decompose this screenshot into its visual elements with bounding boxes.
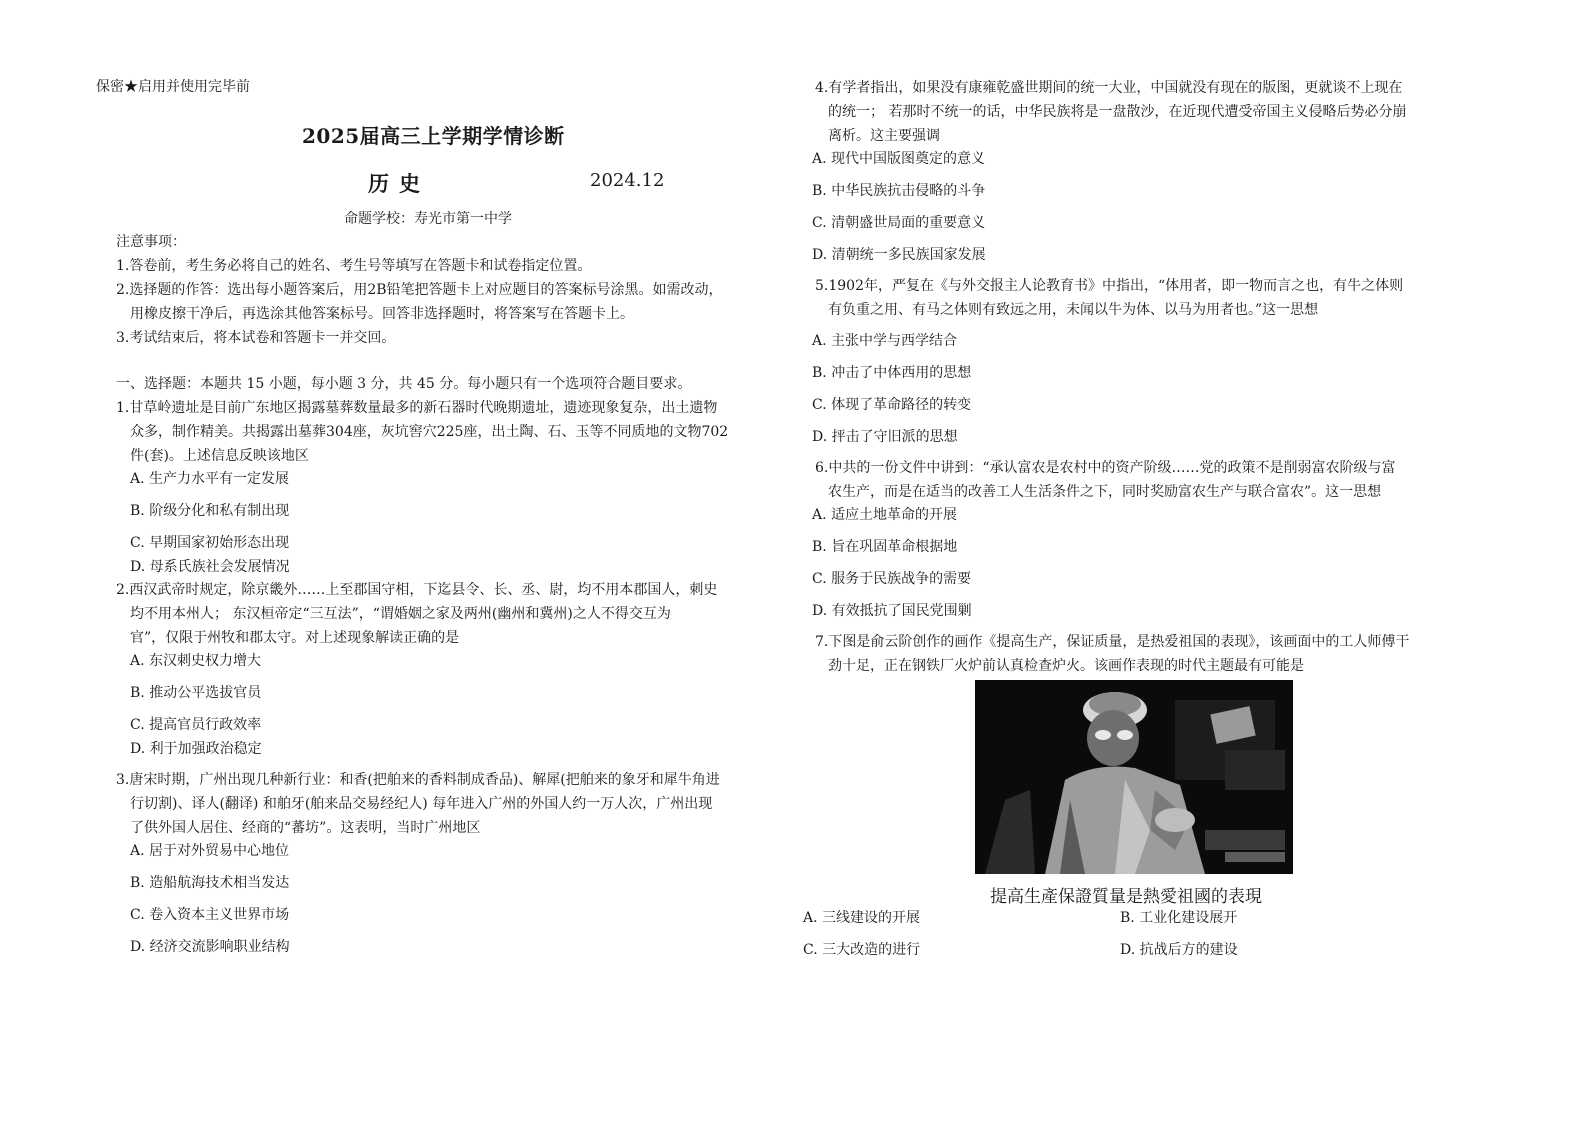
question-1-option-c: C. 早期国家初始形态出现 bbox=[130, 535, 290, 551]
question-2-option-a: A. 东汉刺史权力增大 bbox=[130, 653, 262, 669]
question-3-text: 3.唐宋时期，广州出现几种新行业：和香(把舶来的香料制成香品)、解犀(把舶来的象牙和犀牛角进 bbox=[116, 772, 720, 788]
question-3-option-b: B. 造船航海技术相当发达 bbox=[130, 875, 290, 891]
question-1-option-d: D. 母系氏族社会发展情况 bbox=[130, 559, 290, 575]
question-2-text: 官”，仅限于州牧和郡太守。对上述现象解读正确的是 bbox=[130, 630, 460, 646]
question-5-option-d: D. 抨击了守旧派的思想 bbox=[812, 429, 958, 445]
question-6-text: 农生产，而是在适当的改善工人生活条件之下，同时奖励富农生产与联合富农”。这一思想 bbox=[828, 484, 1382, 500]
question-1-option-a: A. 生产力水平有一定发展 bbox=[130, 471, 290, 487]
question-4-option-d: D. 清朝统一多民族国家发展 bbox=[812, 247, 986, 263]
question-3-option-c: C. 卷入资本主义世界市场 bbox=[130, 907, 290, 923]
question-6-option-d: D. 有效抵抗了国民党围剿 bbox=[812, 603, 972, 619]
note-item: 2.选择题的作答：选出每小题答案后，用2B铅笔把答题卡上对应题目的答案标号涂黑。如需改动， bbox=[116, 282, 723, 298]
question-4-text: 的统一； 若那时不统一的话，中华民族将是一盘散沙，在近现代遭受帝国主义侵略后势必分崩 bbox=[828, 104, 1407, 120]
exam-date: 2024.12 bbox=[590, 170, 665, 191]
question-1-option-b: B. 阶级分化和私有制出现 bbox=[130, 503, 290, 519]
question-7-option-b: B. 工业化建设展开 bbox=[1120, 910, 1238, 926]
question-4-option-c: C. 清朝盛世局面的重要意义 bbox=[812, 215, 986, 231]
note-item: 3.考试结束后，将本试卷和答题卡一并交回。 bbox=[116, 330, 396, 346]
question-4-text: 4.有学者指出，如果没有康雍乾盛世期间的统一大业，中国就没有现在的版图，更就谈不上现在 bbox=[815, 80, 1403, 96]
question-3-text: 了供外国人居住、经商的“蕃坊”。这表明，当时广州地区 bbox=[130, 820, 481, 836]
question-7-text: 7.下图是俞云阶创作的画作《提高生产，保证质量，是热爱祖国的表现》，该画面中的工人师傅干 bbox=[815, 634, 1410, 650]
painting-image bbox=[975, 680, 1293, 874]
confidential-notice: 保密★启用并使用完毕前 bbox=[96, 79, 250, 95]
question-6-option-a: A. 适应土地革命的开展 bbox=[812, 507, 958, 523]
question-1-text: 众多，制作精美。共揭露出墓葬304座，灰坑窖穴225座，出土陶、石、玉等不同质地的文物702 bbox=[130, 424, 729, 440]
question-5-option-c: C. 体现了革命路径的转变 bbox=[812, 397, 972, 413]
question-2-text: 2.西汉武帝时规定，除京畿外……上至郡国守相，下迄县令、长、丞、尉，均不用本郡国人，刺史 bbox=[116, 582, 718, 598]
worker-furnace-illustration bbox=[975, 680, 1293, 874]
question-4-option-a: A. 现代中国版图奠定的意义 bbox=[812, 151, 986, 167]
question-4-option-b: B. 中华民族抗击侵略的斗争 bbox=[812, 183, 986, 199]
question-6-option-b: B. 旨在巩固革命根据地 bbox=[812, 539, 958, 555]
question-2-option-d: D. 利于加强政治稳定 bbox=[130, 741, 262, 757]
question-6-text: 6.中共的一份文件中讲到：“承认富农是农村中的资产阶级……党的政策不是削弱富农阶级与富 bbox=[815, 460, 1396, 476]
question-7-text: 劲十足，正在钢铁厂火炉前认真检查炉火。该画作表现的时代主题最有可能是 bbox=[828, 658, 1304, 674]
note-item: 用橡皮擦干净后，再选涂其他答案标号。回答非选择题时，将答案写在答题卡上。 bbox=[130, 306, 634, 322]
question-5-option-b: B. 冲击了中体西用的思想 bbox=[812, 365, 972, 381]
question-6-option-c: C. 服务于民族战争的需要 bbox=[812, 571, 972, 587]
question-7-option-c: C. 三大改造的进行 bbox=[803, 942, 921, 958]
painting-caption: 提高生產保證質量是熱愛祖國的表現 bbox=[990, 887, 1262, 907]
question-3-option-a: A. 居于对外贸易中心地位 bbox=[130, 843, 290, 859]
exam-title: 2025届高三上学期学情诊断 bbox=[302, 124, 565, 148]
question-3-text: 行切割)、译人(翻译) 和舶牙(舶来品交易经纪人) 每年进入广州的外国人约一万人次，广州出现 bbox=[130, 796, 713, 812]
question-4-text: 离析。这主要强调 bbox=[828, 128, 940, 144]
question-7-option-a: A. 三线建设的开展 bbox=[803, 910, 921, 926]
question-2-text: 均不用本州人； 东汉桓帝定“三互法”，“谓婚姻之家及两州(幽州和冀州)之人不得交互为 bbox=[130, 606, 671, 622]
question-5-text: 5.1902年，严复在《与外交报主人论教育书》中指出，“体用者，即一物而言之也，有牛之体则 bbox=[815, 278, 1404, 294]
question-5-text: 有负重之用、有马之体则有致远之用，未闻以牛为体、以马为用者也。”这一思想 bbox=[828, 302, 1319, 318]
exam-school: 命题学校：寿光市第一中学 bbox=[344, 211, 512, 227]
question-2-option-c: C. 提高官员行政效率 bbox=[130, 717, 262, 733]
question-2-option-b: B. 推动公平选拔官员 bbox=[130, 685, 262, 701]
question-5-option-a: A. 主张中学与西学结合 bbox=[812, 333, 958, 349]
question-1-text: 1.甘草岭遗址是目前广东地区揭露墓葬数量最多的新石器时代晚期遗址，遗迹现象复杂，出土遗物 bbox=[116, 400, 718, 416]
section-heading: 一、选择题：本题共 15 小题，每小题 3 分，共 45 分。每小题只有一个选项符合题目要求。 bbox=[116, 376, 692, 392]
question-3-option-d: D. 经济交流影响职业结构 bbox=[130, 939, 290, 955]
exam-subject: 历史 bbox=[368, 171, 430, 196]
notes-heading: 注意事项： bbox=[116, 234, 186, 250]
note-item: 1.答卷前，考生务必将自己的姓名、考生号等填写在答题卡和试卷指定位置。 bbox=[116, 258, 592, 274]
question-1-text: 件(套)。上述信息反映该地区 bbox=[130, 448, 309, 464]
question-7-option-d: D. 抗战后方的建设 bbox=[1120, 942, 1238, 958]
